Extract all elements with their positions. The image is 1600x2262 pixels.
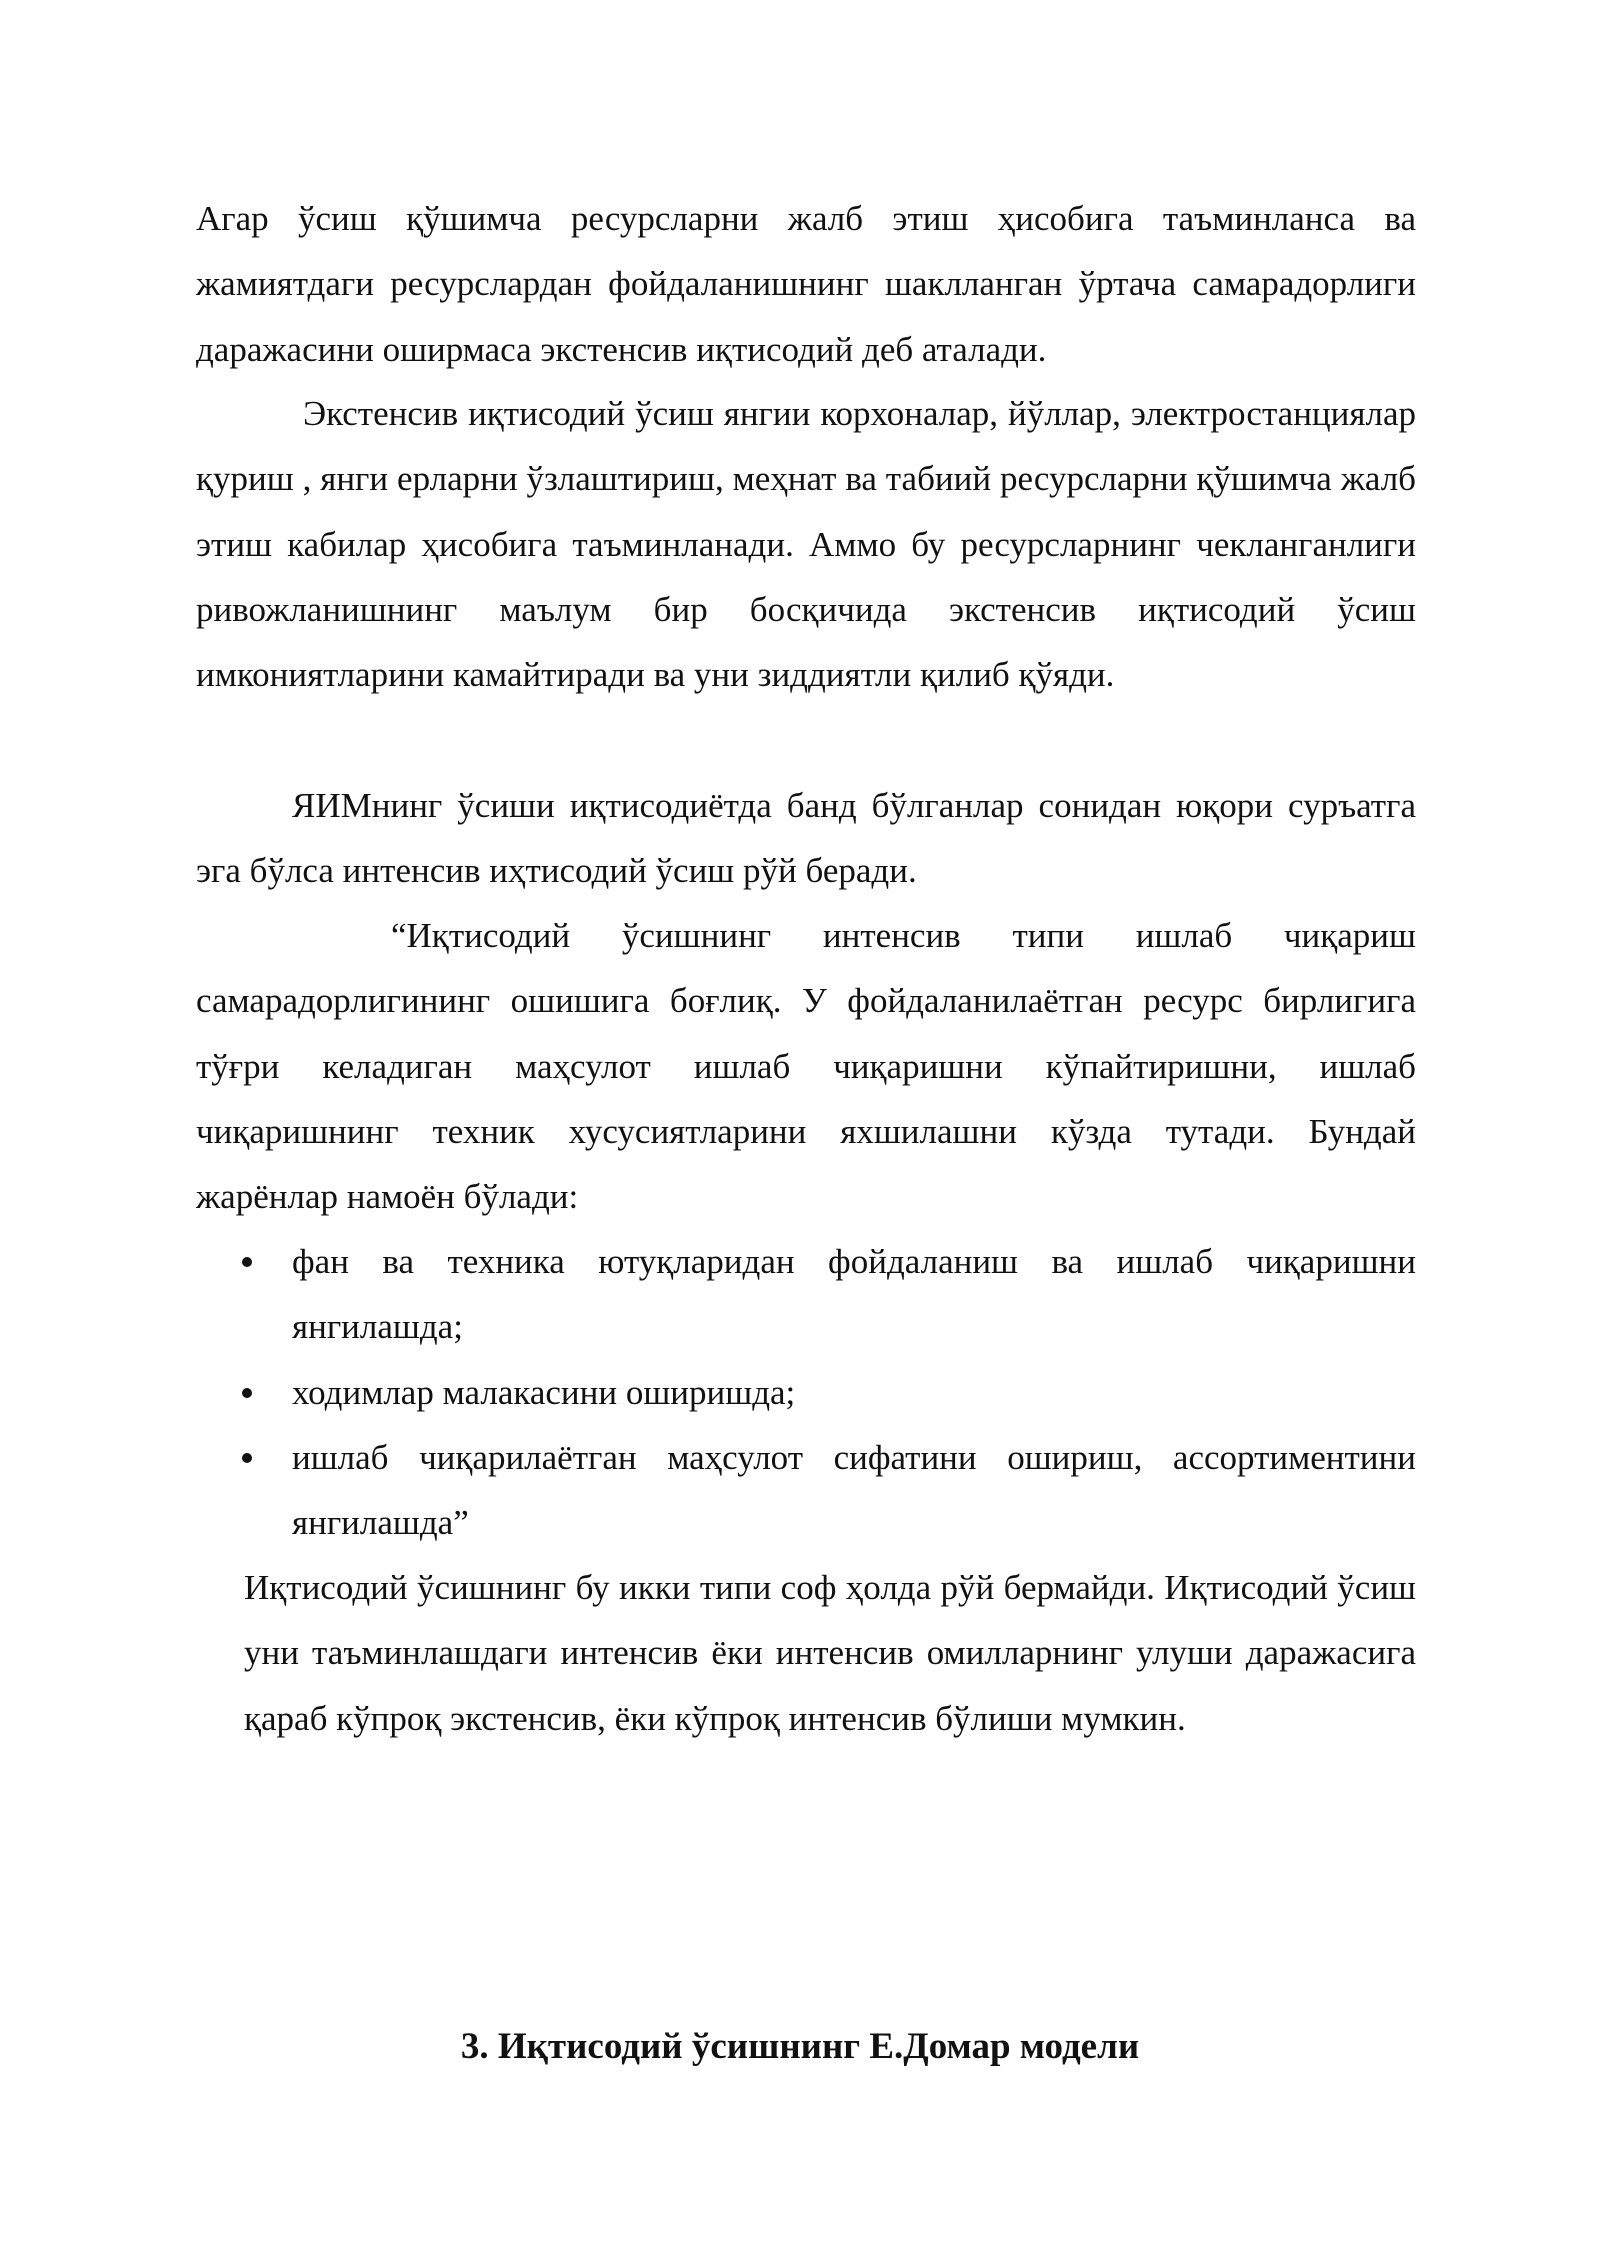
list-item-text: фан ва техника ютуқларидан фойдаланиш ва ишлаб чиқаришни янгилашда; — [292, 1242, 1416, 1347]
paragraph-intensive-type: “Иқтисодий ўсишнинг интенсив типи ишлаб чиқариш самарадорлигининг ошишига боғлиқ. У фойдаланилаётган ресурс бирлигига тўғри келадиган маҳсулот ишлаб чиқаришни кўпайтиришни, ишлаб чиқаришнинг техник хусусиятларини яхшилашни кўзда тутади. Бундай жарёнлар намоён бўлади: — [196, 916, 1416, 1217]
list-item — [196, 1360, 1416, 1425]
list-item-text: ходимлар малакасини оширишда; — [292, 1372, 796, 1412]
bullet-icon — [242, 1453, 252, 1463]
bullet-list — [196, 1229, 1416, 1555]
paragraph-extensive-definition: Агар ўсиш қўшимча ресурсларни жалб этиш ҳисобига таъминланса ва жамиятдаги ресурслардан фойдаланишнинг шаклланган ўртача самарадорлиги даражасини оширмаса экстенсив иқтисодий деб аталади. — [196, 199, 1416, 369]
list-item-text: ишлаб чиқарилаётган маҳсулот сифатини ошириш, ассортиментини янгилашда” — [292, 1437, 1416, 1543]
paragraph-gdp-growth: ЯИМнинг ўсиши иқтисодиётда банд бўлганлар сонидан юқори суръатга эга бўлса интенсив иҳтисодий ўсиш рўй беради. — [196, 786, 1416, 891]
bullet-icon — [242, 1388, 252, 1398]
bullet-icon — [242, 1257, 252, 1267]
list-item — [196, 1229, 1416, 1360]
section-heading: 3. Иқтисодий ўсишнинг Е.Домар модели — [460, 2026, 1140, 2067]
paragraph-extensive-growth: Экстенсив иқтисодий ўсиш янгии корхоналар, йўллар, электростанциялар қуриш , янги ерларни ўзлаштириш, меҳнат ва табиий ресурсларни қўшимча жалб этиш кабилар ҳисобига таъминланади. Аммо бу ресурсларнинг чекланганлиги ривожланишнинг маълум бир босқичида экстенсив иқтисодий ўсиш имкониятларини камайтиради ва уни зиддиятли қилиб қўяди. — [196, 394, 1416, 695]
paragraph-closing: Иқтисодий ўсишнинг бу икки типи соф ҳолда рўй бермайди. Иқтисодий ўсиш уни таъминлашдаги интенсив ёки интенсив омилларнинг улуши даражасига қараб кўпроқ экстенсив, ёки кўпроқ интенсив бўлиши мумкин. — [244, 1568, 1416, 1738]
list-item — [196, 1425, 1416, 1556]
